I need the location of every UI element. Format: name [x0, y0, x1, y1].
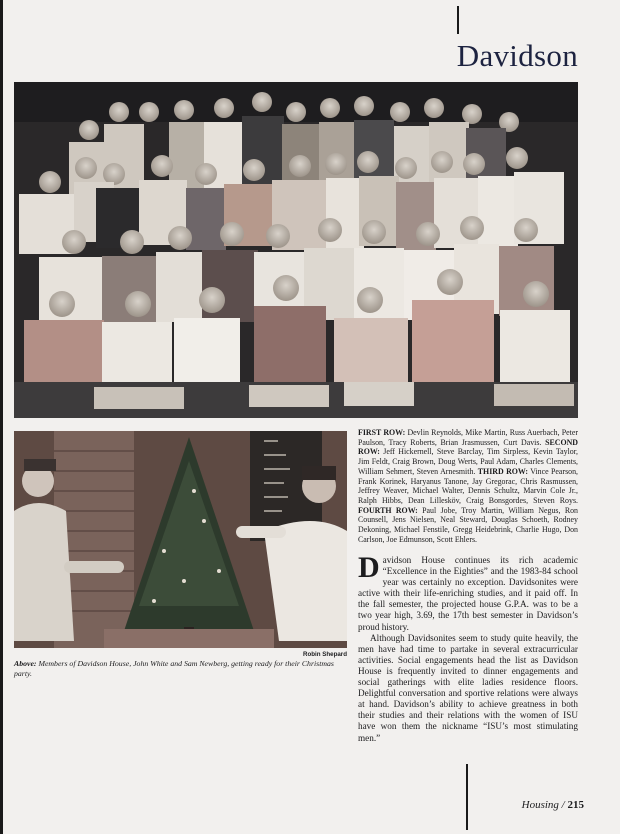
- article-paragraph: Although Davidsonites seem to study quite heavily, the men have had time to partake in several extracurricular activities. Social engagements head the list as Davidson House is frequently invited to dinner engagements and social gatherings with elite ladies residence floors. Delightful conversation and sportive relations were always at hand. Davidson’s ability to achieve greatness in both their studies and their relations with the women of ISU have won them the nickname “ISU’s most stimulating men.”: [358, 632, 578, 743]
- footer-rule: [466, 764, 468, 830]
- roster-row-names: Jeff Hickernell, Steve Barclay, Tim Sirpless, Kevin Taylor, Jim Feldt, Craig Brown, Doug Werts, Paul Adam, Charles Clements, William Sehmert, Steven Arnesmith.: [358, 447, 578, 476]
- drop-cap: D: [358, 551, 380, 584]
- article-paragraph: [358, 551, 578, 633]
- article-body: [358, 551, 578, 744]
- caption-lead: Above:: [14, 659, 37, 668]
- photo-caption: [14, 659, 347, 678]
- page-title: Davidson: [456, 38, 578, 73]
- roster-row-label: FIRST ROW:: [358, 428, 406, 437]
- roster-row-names: Vince Pearson, Frank Korinek, Haryanus Tanone, Jay Gregorac, Chris Rasmussen, Jeffrey Weaver, Michael Walter, Dennis Schultz, Marvin Cole Jr., Ralph Hibbs, Dean Lillesköv, Craig Bonsgordes, Steven Roys.: [358, 466, 578, 505]
- roster-row-label: THIRD ROW:: [477, 466, 528, 476]
- christmas-party-image: [14, 431, 347, 648]
- roster-listing: [358, 428, 578, 544]
- group-photo-image: [14, 82, 578, 418]
- roster-row-label: FOURTH ROW:: [358, 505, 418, 515]
- header-rule: [457, 6, 459, 34]
- page-number: 215: [567, 799, 584, 811]
- section-label: Housing /: [521, 799, 568, 811]
- roster-row-names: Devlin Reynolds, Mike Martin, Russ Auerbach, Peter Paulson, Tracy Roberts, Brian Jrasmussen, Curt Davis.: [358, 428, 578, 447]
- caption-text: Members of Davidson House, John White and Sam Newberg, getting ready for their Christmas party.: [14, 659, 334, 678]
- christmas-party-photo: [14, 431, 347, 648]
- roster-row-names: Paul Jobe, Troy Martin, William Negus, Ron Counsell, Jens Nielsen, Neal Steward, Douglas Schoeth, Rodney Dekoning, Michael Fenstile, Gregg Heidebrink, Charlie Hugo, Don Carlson, Joe Edmunson, Scott Ehlers.: [358, 505, 578, 544]
- group-photo: [14, 82, 578, 418]
- roster-row-label: SECOND ROW:: [358, 437, 578, 457]
- page-folio: [522, 799, 584, 811]
- photo-credit: Robin Shepard: [302, 651, 347, 658]
- article-paragraph-text: avidson House continues its rich academic “Excellence in the Eighties” and the 1983-84 school year was certainly no exception. Davidsonites were active with their life-enriching studies, and it paid off. In the fall semester, the projected house G.P.A. was to be a two year high, 3.69, the 17th best semester in Davidson’s proud history.: [358, 555, 578, 632]
